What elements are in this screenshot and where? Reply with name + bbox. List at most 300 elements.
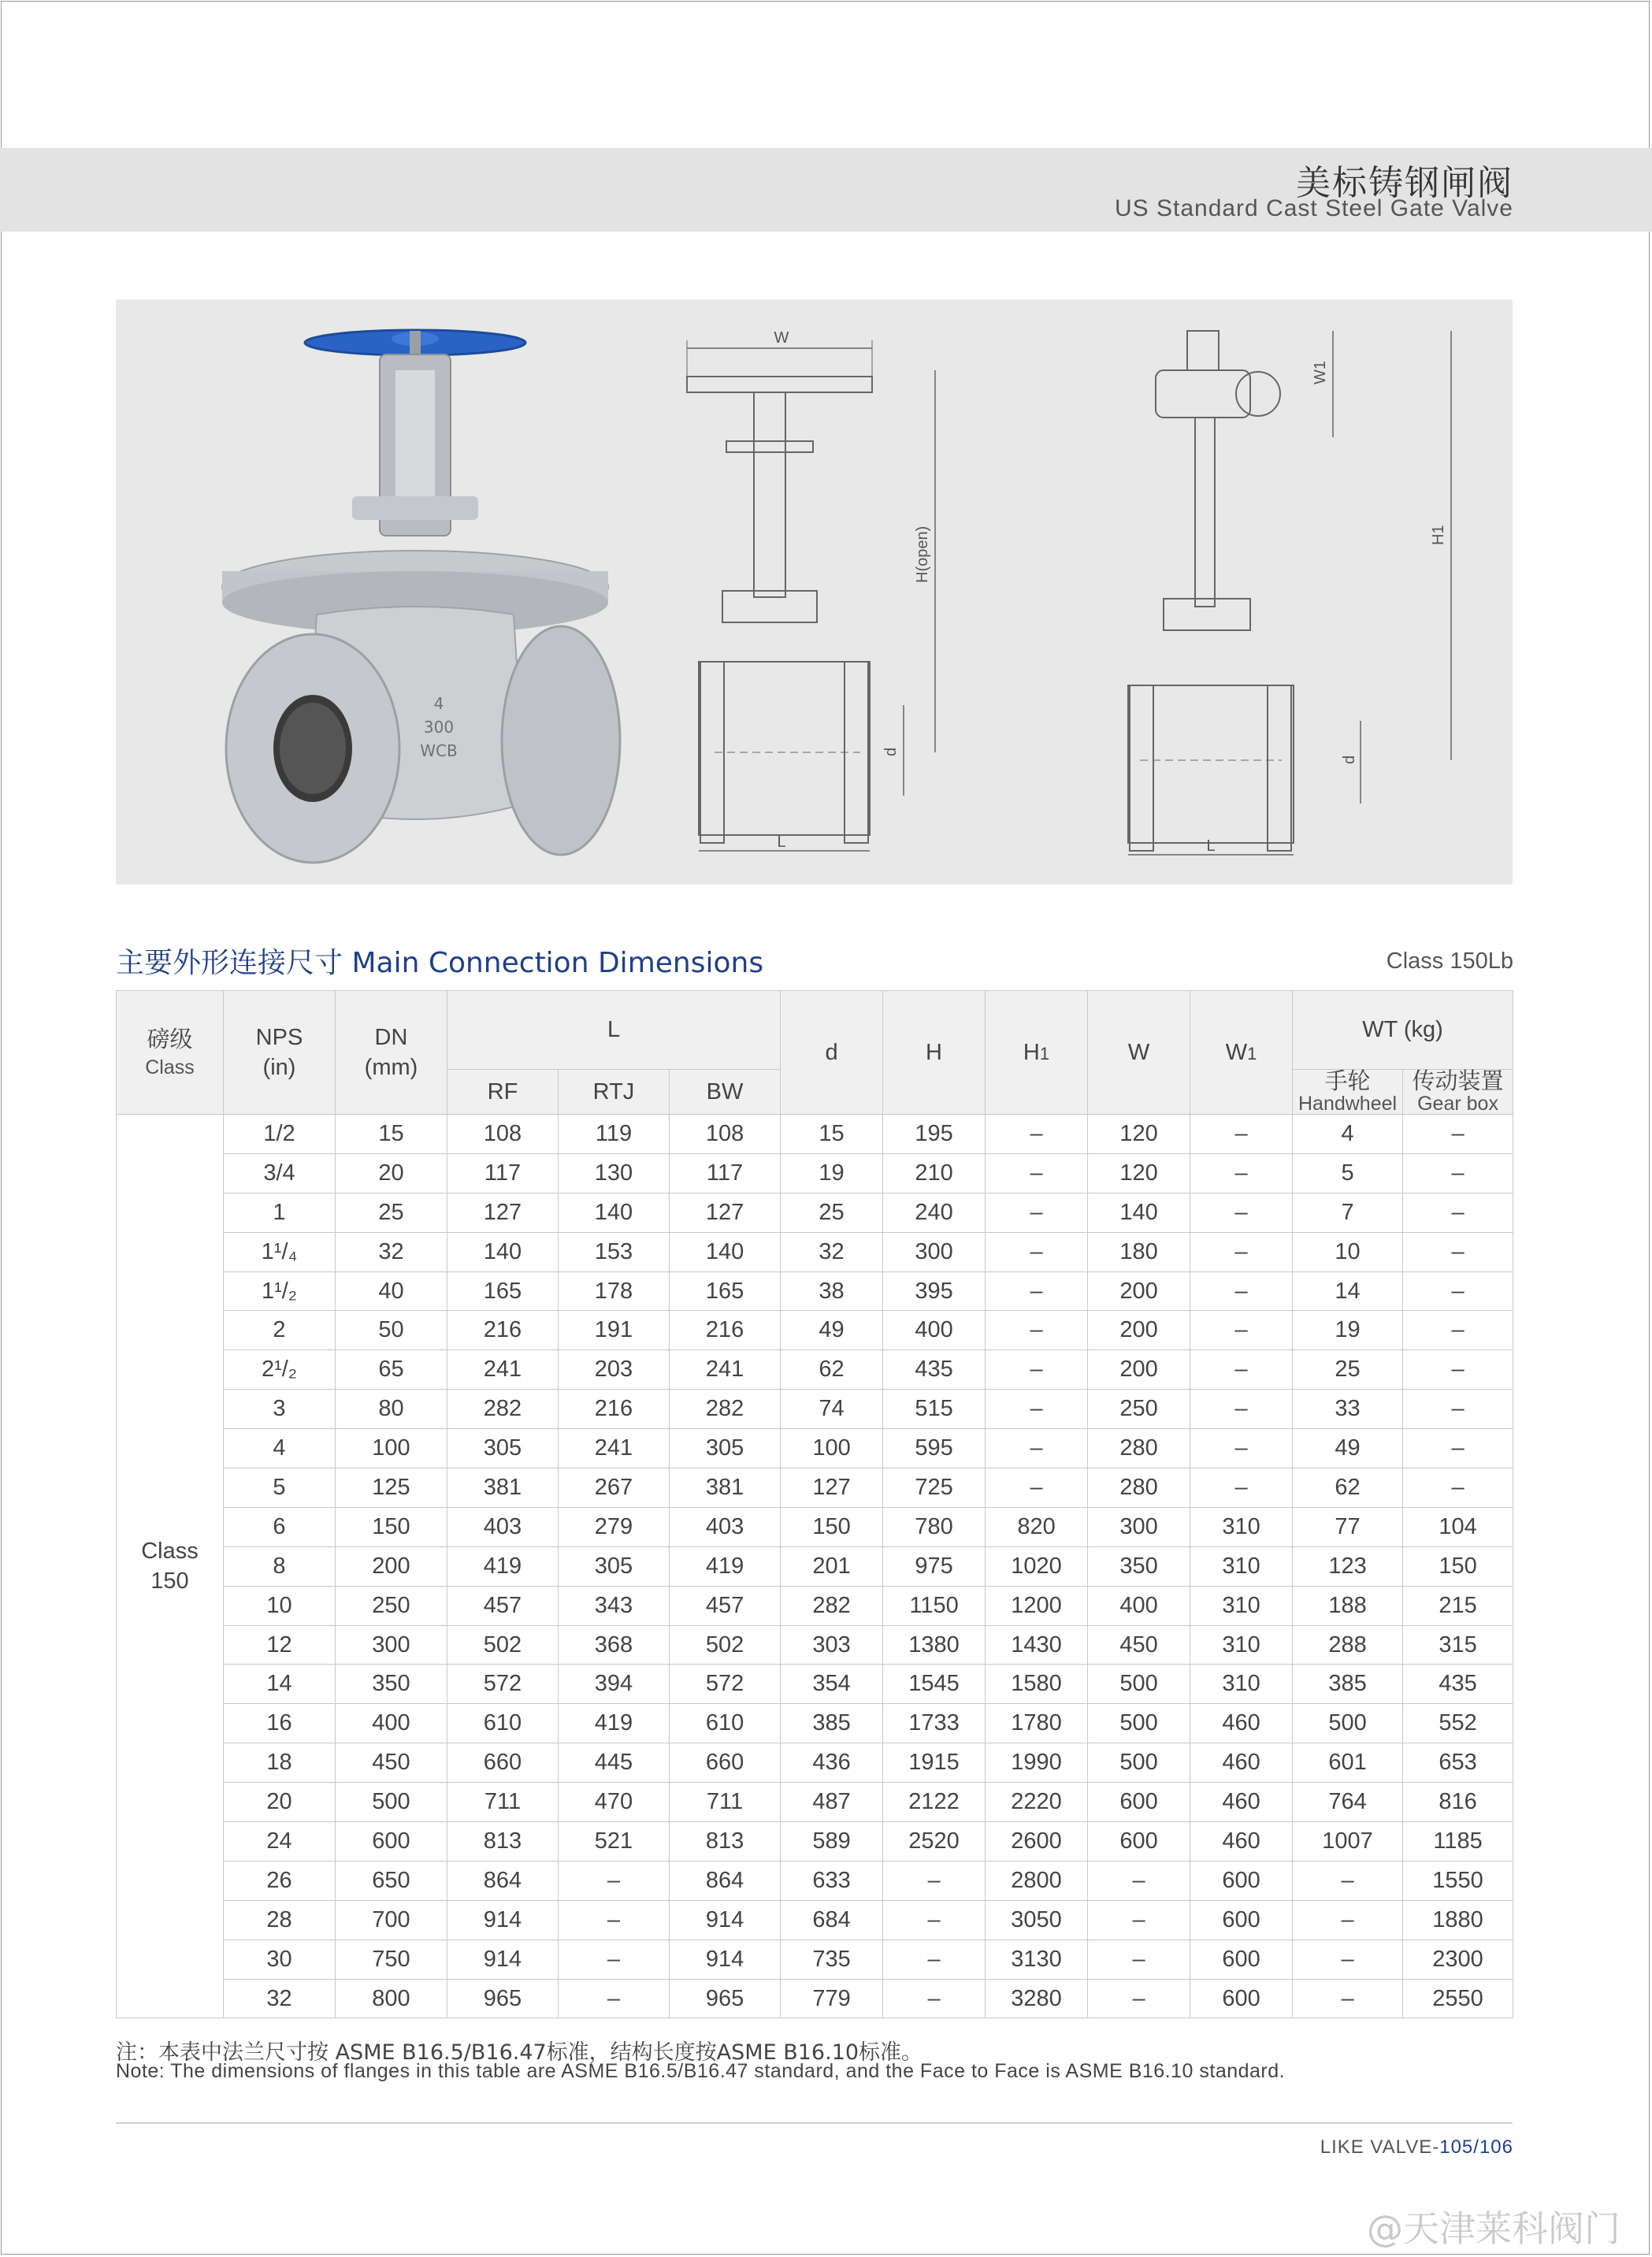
table-cell: – — [559, 1940, 670, 1979]
table-cell: 780 — [883, 1507, 986, 1546]
table-cell: – — [1088, 1900, 1190, 1940]
table-cell: 200 — [1088, 1350, 1190, 1390]
table-cell: 250 — [336, 1586, 447, 1625]
valve-photo — [222, 330, 620, 863]
table-cell: 26 — [224, 1861, 336, 1900]
table-cell: 25 — [1293, 1350, 1403, 1390]
table-cell: – — [986, 1350, 1088, 1390]
table-cell: 19 — [1293, 1311, 1403, 1350]
table-cell: 975 — [883, 1546, 986, 1586]
watermark: @天津莱科阀门 — [1367, 2207, 1620, 2250]
table-cell: 117 — [670, 1153, 781, 1193]
table-cell: 3/4 — [224, 1153, 336, 1193]
table-cell: 125 — [336, 1468, 447, 1508]
table-cell: 310 — [1190, 1507, 1293, 1546]
table-cell: – — [1190, 1429, 1293, 1468]
table-cell: 552 — [1403, 1704, 1513, 1743]
table-cell: – — [986, 1271, 1088, 1311]
table-cell: 241 — [670, 1350, 781, 1390]
table-cell: 2122 — [883, 1783, 986, 1822]
class-value-line-2: 150 — [150, 1568, 189, 1594]
table-cell: 20 — [336, 1153, 447, 1193]
footer-page-number: 105/106 — [1439, 2136, 1513, 2158]
table-cell: 12 — [224, 1625, 336, 1665]
table-cell: 200 — [336, 1546, 447, 1586]
table-cell: 4 — [1293, 1115, 1403, 1154]
table-cell: 3280 — [986, 1979, 1088, 2018]
table-cell: 120 — [1088, 1115, 1190, 1154]
table-cell: – — [1403, 1232, 1513, 1271]
table-cell: 305 — [447, 1429, 559, 1468]
header-rtj: RTJ — [559, 1070, 670, 1115]
table-cell: 282 — [670, 1390, 781, 1429]
table-cell: – — [986, 1232, 1088, 1271]
table-cell: 14 — [224, 1665, 336, 1704]
table-cell: 502 — [670, 1625, 781, 1665]
body-mark-2: 300 — [423, 718, 455, 737]
table-row — [117, 1271, 1513, 1311]
header-gearbox-en: Gear box — [1417, 1093, 1498, 1115]
dim-label-d: d — [882, 747, 900, 756]
table-cell: 1733 — [883, 1704, 986, 1743]
table-cell: 650 — [336, 1861, 447, 1900]
table-cell: 1/2 — [224, 1115, 336, 1154]
table-cell: 1780 — [986, 1704, 1088, 1743]
dim-label-w1: W1 — [1312, 361, 1329, 384]
table-cell: 368 — [559, 1625, 670, 1665]
table-cell: 150 — [1403, 1546, 1513, 1586]
table-cell: 140 — [559, 1193, 670, 1232]
table-cell: 450 — [336, 1743, 447, 1783]
table-cell: 800 — [336, 1979, 447, 2018]
table-row — [117, 1979, 1513, 2018]
table-cell: – — [1403, 1193, 1513, 1232]
table-cell: 38 — [781, 1271, 883, 1311]
table-cell: 914 — [670, 1900, 781, 1940]
table-cell: 1915 — [883, 1743, 986, 1783]
table-cell: 595 — [883, 1429, 986, 1468]
table-cell: 32 — [336, 1232, 447, 1271]
table-cell: 16 — [224, 1704, 336, 1743]
table-cell: 521 — [559, 1822, 670, 1862]
table-cell: 216 — [447, 1311, 559, 1350]
table-cell: 725 — [883, 1468, 986, 1508]
footer-divider — [116, 2122, 1513, 2124]
table-cell: 100 — [336, 1429, 447, 1468]
table-cell: – — [1403, 1311, 1513, 1350]
table-cell: 6 — [224, 1507, 336, 1546]
table-cell: – — [559, 1900, 670, 1940]
table-cell: 140 — [1088, 1193, 1190, 1232]
table-cell: – — [1190, 1311, 1293, 1350]
table-cell: 150 — [781, 1507, 883, 1546]
table-cell: 300 — [883, 1232, 986, 1271]
table-cell: – — [986, 1468, 1088, 1508]
table-cell: 500 — [1088, 1704, 1190, 1743]
table-cell: 77 — [1293, 1507, 1403, 1546]
table-cell: 600 — [1190, 1940, 1293, 1979]
header-l: L — [447, 991, 781, 1070]
table-cell: 813 — [670, 1822, 781, 1862]
table-cell: 178 — [559, 1271, 670, 1311]
table-cell: 65 — [336, 1350, 447, 1390]
table-cell: 400 — [883, 1311, 986, 1350]
table-cell: 2520 — [883, 1822, 986, 1862]
table-cell: 381 — [447, 1468, 559, 1508]
table-cell: 15 — [781, 1115, 883, 1154]
table-cell: 500 — [1088, 1743, 1190, 1783]
table-cell: 460 — [1190, 1743, 1293, 1783]
table-row — [117, 1900, 1513, 1940]
table-cell: 914 — [670, 1940, 781, 1979]
table-cell: 589 — [781, 1822, 883, 1862]
table-cell: – — [1403, 1390, 1513, 1429]
table-cell: 140 — [447, 1232, 559, 1271]
table-cell: 5 — [1293, 1153, 1403, 1193]
valve-illustrations — [116, 299, 1513, 885]
table-cell: 914 — [447, 1940, 559, 1979]
table-cell: 400 — [336, 1704, 447, 1743]
table-cell: – — [883, 1979, 986, 2018]
table-cell: – — [1403, 1429, 1513, 1468]
table-cell: 436 — [781, 1743, 883, 1783]
table-cell: 1880 — [1403, 1900, 1513, 1940]
header-handwheel-cn: 手轮 — [1324, 1069, 1371, 1094]
table-cell: 191 — [559, 1311, 670, 1350]
table-cell: 500 — [1088, 1665, 1190, 1704]
table-cell: – — [1190, 1193, 1293, 1232]
table-cell: – — [1293, 1940, 1403, 1979]
table-cell: 241 — [559, 1429, 670, 1468]
table-cell: 10 — [224, 1586, 336, 1625]
table-cell: 240 — [883, 1193, 986, 1232]
header-handwheel — [1293, 1070, 1403, 1115]
table-row — [117, 1390, 1513, 1429]
header-w: W — [1088, 991, 1190, 1115]
table-cell: 300 — [1088, 1507, 1190, 1546]
table-cell: 600 — [1190, 1861, 1293, 1900]
table-cell: 15 — [336, 1115, 447, 1154]
body-mark-3: WCB — [420, 741, 458, 760]
table-cell: 50 — [336, 1311, 447, 1350]
table-cell: 267 — [559, 1468, 670, 1508]
table-row — [117, 1232, 1513, 1271]
table-cell: 820 — [986, 1507, 1088, 1546]
table-cell: 653 — [1403, 1743, 1513, 1783]
table-cell: 120 — [1088, 1153, 1190, 1193]
table-cell: 1185 — [1403, 1822, 1513, 1862]
header-row-1 — [117, 991, 1513, 1070]
table-cell: 660 — [447, 1743, 559, 1783]
table-cell: 40 — [336, 1271, 447, 1311]
table-cell: – — [1190, 1271, 1293, 1311]
table-cell: 20 — [224, 1783, 336, 1822]
dim-label-d-2: d — [1341, 755, 1358, 764]
header-wt: WT (kg) — [1293, 991, 1513, 1070]
table-cell: 457 — [670, 1586, 781, 1625]
header-gearbox — [1403, 1070, 1513, 1115]
table-cell: 303 — [781, 1625, 883, 1665]
table-cell: – — [883, 1900, 986, 1940]
table-row — [117, 1429, 1513, 1468]
table-cell: – — [1190, 1232, 1293, 1271]
table-cell: 2 — [224, 1311, 336, 1350]
table-cell: – — [986, 1153, 1088, 1193]
table-row — [117, 1783, 1513, 1822]
table-cell: 914 — [447, 1900, 559, 1940]
table-cell: 1007 — [1293, 1822, 1403, 1862]
table-cell: 201 — [781, 1546, 883, 1586]
table-cell: – — [1293, 1979, 1403, 2018]
dimensions-table — [116, 990, 1513, 2018]
table-cell: 310 — [1190, 1546, 1293, 1586]
table-cell: – — [1088, 1979, 1190, 2018]
table-cell: – — [1088, 1940, 1190, 1979]
table-cell: 108 — [447, 1115, 559, 1154]
table-cell: 460 — [1190, 1822, 1293, 1862]
table-cell: 28 — [224, 1900, 336, 1940]
table-cell: – — [1403, 1468, 1513, 1508]
table-cell: 4 — [224, 1429, 336, 1468]
table-cell: 200 — [1088, 1311, 1190, 1350]
table-cell: 3130 — [986, 1940, 1088, 1979]
table-cell: – — [883, 1940, 986, 1979]
table-cell: 250 — [1088, 1390, 1190, 1429]
table-cell: 74 — [781, 1390, 883, 1429]
table-cell: – — [1293, 1900, 1403, 1940]
dim-label-l: L — [777, 833, 786, 851]
table-cell: 19 — [781, 1153, 883, 1193]
table-cell: – — [986, 1390, 1088, 1429]
table-row — [117, 1822, 1513, 1862]
table-cell: 310 — [1190, 1625, 1293, 1665]
class-value-line-1: Class — [141, 1539, 199, 1565]
table-cell: 18 — [224, 1743, 336, 1783]
table-cell: 487 — [781, 1783, 883, 1822]
table-cell: 127 — [447, 1193, 559, 1232]
header-h1 — [986, 991, 1088, 1115]
table-cell: 2550 — [1403, 1979, 1513, 2018]
table-cell: 350 — [336, 1665, 447, 1704]
table-cell: 108 — [670, 1115, 781, 1154]
table-cell: 500 — [1293, 1704, 1403, 1743]
table-cell: 610 — [670, 1704, 781, 1743]
table-cell: 2600 — [986, 1822, 1088, 1862]
table-row — [117, 1468, 1513, 1508]
table-row — [117, 1743, 1513, 1783]
table-cell: – — [1088, 1861, 1190, 1900]
footer-brand-name: LIKE VALVE- — [1320, 2136, 1440, 2158]
table-cell: – — [1403, 1153, 1513, 1193]
table-cell: 965 — [670, 1979, 781, 2018]
table-cell: – — [559, 1979, 670, 2018]
table-cell: 5 — [224, 1468, 336, 1508]
table-cell: 49 — [1293, 1429, 1403, 1468]
table-cell: 394 — [559, 1665, 670, 1704]
table-row — [117, 1153, 1513, 1193]
table-cell: 813 — [447, 1822, 559, 1862]
header-h1-sub: 1 — [1039, 1043, 1050, 1064]
table-cell: 3050 — [986, 1900, 1088, 1940]
table-cell: 419 — [559, 1704, 670, 1743]
note-cn: 注：本表中法兰尺寸按 ASME B16.5/B16.47标准，结构长度按ASME B16.10标准。 — [116, 2040, 923, 2065]
table-cell: 1990 — [986, 1743, 1088, 1783]
table-cell: 400 — [1088, 1586, 1190, 1625]
drawing-gearbox — [1128, 331, 1451, 855]
table-cell: 7 — [1293, 1193, 1403, 1232]
table-cell: 502 — [447, 1625, 559, 1665]
table-row — [117, 1586, 1513, 1625]
table-cell: 2300 — [1403, 1940, 1513, 1979]
body-mark-1: 4 — [433, 694, 444, 713]
table-cell: 282 — [447, 1390, 559, 1429]
table-cell: 500 — [336, 1783, 447, 1822]
product-figure-panel — [116, 299, 1513, 885]
section-title: 主要外形连接尺寸 Main Connection Dimensions — [116, 947, 764, 979]
table-row — [117, 1940, 1513, 1979]
table-cell: 2¹/₂ — [224, 1350, 336, 1390]
table-cell: 350 — [1088, 1546, 1190, 1586]
table-cell: 381 — [670, 1468, 781, 1508]
header-h: H — [883, 991, 986, 1115]
table-cell: 165 — [447, 1271, 559, 1311]
table-cell: 10 — [1293, 1232, 1403, 1271]
table-cell: 310 — [1190, 1586, 1293, 1625]
table-row — [117, 1704, 1513, 1743]
table-cell: 241 — [447, 1350, 559, 1390]
table-row — [117, 1665, 1513, 1704]
table-cell: 600 — [1190, 1979, 1293, 2018]
table-cell: 633 — [781, 1861, 883, 1900]
table-row — [117, 1861, 1513, 1900]
table-cell: 8 — [224, 1546, 336, 1586]
table-cell: 305 — [670, 1429, 781, 1468]
table-cell: – — [1190, 1115, 1293, 1154]
table-cell: 100 — [781, 1429, 883, 1468]
table-cell: 25 — [336, 1193, 447, 1232]
table-cell: 305 — [559, 1546, 670, 1586]
header-rf: RF — [447, 1070, 559, 1115]
table-cell: 1430 — [986, 1625, 1088, 1665]
table-cell: 165 — [670, 1271, 781, 1311]
table-row — [117, 1507, 1513, 1546]
table-cell: 127 — [781, 1468, 883, 1508]
table-cell: – — [986, 1193, 1088, 1232]
header-h1-base: H — [1023, 1039, 1040, 1065]
table-cell: 32 — [224, 1979, 336, 2018]
table-cell: 2220 — [986, 1783, 1088, 1822]
table-cell: 1580 — [986, 1665, 1088, 1704]
table-cell: 315 — [1403, 1625, 1513, 1665]
table-cell: 610 — [447, 1704, 559, 1743]
table-cell: 195 — [883, 1115, 986, 1154]
table-cell: 14 — [1293, 1271, 1403, 1311]
table-cell: – — [986, 1115, 1088, 1154]
footer-brand — [1320, 2136, 1513, 2159]
table-cell: – — [1293, 1861, 1403, 1900]
table-cell: 600 — [1190, 1900, 1293, 1940]
class-label: Class 150Lb — [1386, 948, 1513, 974]
header-dn-unit: (mm) — [364, 1055, 418, 1080]
table-cell: – — [1190, 1468, 1293, 1508]
table-cell: 711 — [447, 1783, 559, 1822]
table-cell: 62 — [1293, 1468, 1403, 1508]
table-cell: 460 — [1190, 1783, 1293, 1822]
table-cell: – — [1190, 1350, 1293, 1390]
table-cell: 280 — [1088, 1429, 1190, 1468]
table-cell: 1550 — [1403, 1861, 1513, 1900]
table-cell: 779 — [781, 1979, 883, 2018]
table-cell: 816 — [1403, 1783, 1513, 1822]
table-cell: 864 — [447, 1861, 559, 1900]
table-cell: 1¹/₂ — [224, 1271, 336, 1311]
table-body — [117, 1115, 1513, 2018]
header-dn-label: DN — [374, 1025, 408, 1050]
table-cell: 1545 — [883, 1665, 986, 1704]
table-cell: 2800 — [986, 1861, 1088, 1900]
header-w1 — [1190, 991, 1293, 1115]
header-nps-label: NPS — [255, 1025, 303, 1050]
table-cell: 965 — [447, 1979, 559, 2018]
table-cell: 215 — [1403, 1586, 1513, 1625]
table-cell: 684 — [781, 1900, 883, 1940]
table-cell: 1020 — [986, 1546, 1088, 1586]
table-cell: 117 — [447, 1153, 559, 1193]
table-cell: 123 — [1293, 1546, 1403, 1586]
table-cell: 300 — [336, 1625, 447, 1665]
table-cell: 153 — [559, 1232, 670, 1271]
dim-label-h-open: H(open) — [914, 525, 931, 583]
table-cell: 119 — [559, 1115, 670, 1154]
dim-label-h1: H1 — [1430, 525, 1447, 545]
table-cell: 1380 — [883, 1625, 986, 1665]
table-cell: 700 — [336, 1900, 447, 1940]
table-cell: 279 — [559, 1507, 670, 1546]
table-cell: – — [1190, 1390, 1293, 1429]
page-title-en: US Standard Cast Steel Gate Valve — [1114, 195, 1513, 221]
table-cell: 288 — [1293, 1625, 1403, 1665]
table-cell: 210 — [883, 1153, 986, 1193]
table-cell: 395 — [883, 1271, 986, 1311]
table-cell: 385 — [1293, 1665, 1403, 1704]
table-cell: 660 — [670, 1743, 781, 1783]
table-cell: 62 — [781, 1350, 883, 1390]
table-cell: 419 — [447, 1546, 559, 1586]
table-cell: 600 — [336, 1822, 447, 1862]
table-cell: 180 — [1088, 1232, 1190, 1271]
table-cell: 280 — [1088, 1468, 1190, 1508]
table-cell: 140 — [670, 1232, 781, 1271]
table-cell: 25 — [781, 1193, 883, 1232]
table-cell: 1¹/₄ — [224, 1232, 336, 1271]
table-cell: 457 — [447, 1586, 559, 1625]
header-handwheel-en: Handwheel — [1297, 1093, 1398, 1115]
table-row — [117, 1546, 1513, 1586]
table-cell: 1150 — [883, 1586, 986, 1625]
page-title-cn: 美标铸钢闸阀 — [1296, 163, 1513, 203]
header-gearbox-cn: 传动装置 — [1412, 1069, 1504, 1094]
table-cell: – — [986, 1311, 1088, 1350]
header-bw: BW — [670, 1070, 781, 1115]
table-cell: 1200 — [986, 1586, 1088, 1625]
table-cell: 515 — [883, 1390, 986, 1429]
table-cell: 435 — [883, 1350, 986, 1390]
header-w1-base: W — [1225, 1039, 1248, 1065]
table-cell: – — [986, 1429, 1088, 1468]
table-cell: 30 — [224, 1940, 336, 1979]
table-cell: 864 — [670, 1861, 781, 1900]
table-cell: 104 — [1403, 1507, 1513, 1546]
